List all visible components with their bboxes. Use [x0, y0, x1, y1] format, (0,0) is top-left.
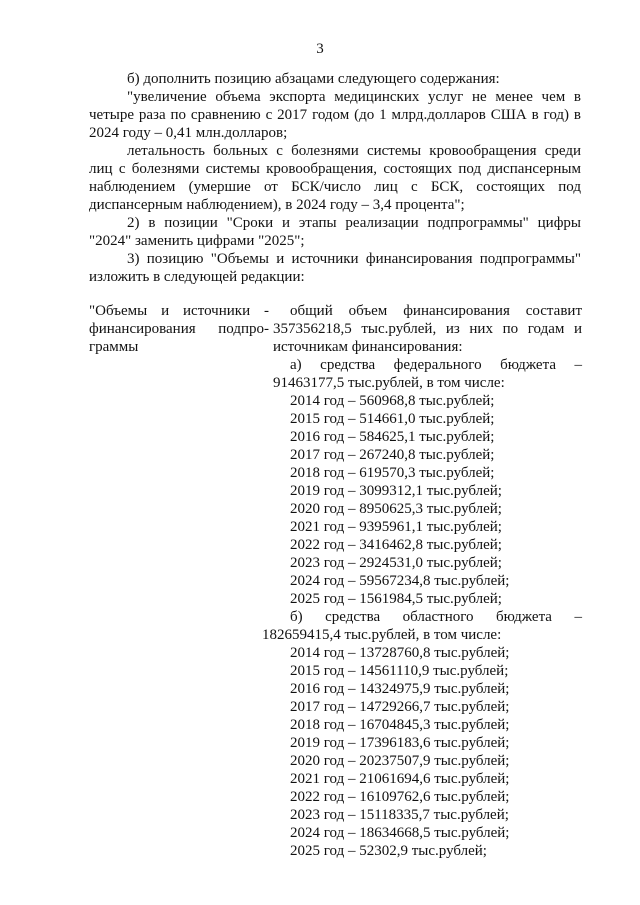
amendment-item-3: 3) позицию "Объемы и источники финансирования подпрограммы" изложить в следующей редакции:	[89, 251, 581, 285]
financing-total: общий объем финансирования составит 357356218,5 тыс.рублей, из них по годам и источникам финансирования:	[273, 303, 582, 355]
regional-heading-letter: б)	[290, 609, 303, 625]
federal-year-item: 2016 год – 584625,1 тыс.рублей;	[290, 429, 495, 445]
federal-heading	[273, 356, 582, 374]
regional-heading-word: средства	[325, 609, 381, 625]
regional-year-list	[273, 644, 582, 860]
federal-year-item: 2024 год – 59567234,8 тыс.рублей;	[290, 573, 510, 589]
position-label: "Объемы и источники - финансирования подпро- граммы	[89, 303, 269, 355]
federal-year-item: 2014 год – 560968,8 тыс.рублей;	[290, 393, 495, 409]
amendment-item-2: 2) в позиции "Сроки и этапы реализации подпрограммы" цифры "2024" заменить цифрами "2025";	[89, 215, 581, 249]
regional-heading	[273, 608, 582, 626]
quote-mortality-indicator: летальность больных с болезнями системы кровообращения среди лиц с болезнями системы кровообращения, состоящих под диспансерным наблюдением (умершие от БСК/число лиц с БСК, состоящих под диспансерным наблюдением), в 2024 году – 3,4 процента";	[89, 143, 581, 213]
federal-heading-letter: а)	[290, 357, 302, 373]
federal-heading-word: бюджета	[500, 357, 556, 373]
financing-content	[262, 302, 582, 860]
federal-heading-word: средства	[320, 357, 376, 373]
regional-year-item: 2015 год – 14561110,9 тыс.рублей;	[290, 663, 509, 679]
amendment-item-b: б) дополнить позицию абзацами следующего содержания:	[127, 71, 500, 87]
regional-year-item: 2022 год – 16109762,6 тыс.рублей;	[290, 789, 510, 805]
regional-year-item: 2018 год – 16704845,3 тыс.рублей;	[290, 717, 510, 733]
federal-year-item: 2018 год – 619570,3 тыс.рублей;	[290, 465, 495, 481]
regional-year-item: 2023 год – 15118335,7 тыс.рублей;	[290, 807, 509, 823]
federal-year-item: 2015 год – 514661,0 тыс.рублей;	[290, 411, 495, 427]
regional-year-item: 2016 год – 14324975,9 тыс.рублей;	[290, 681, 510, 697]
regional-year-item: 2020 год – 20237507,9 тыс.рублей;	[290, 753, 510, 769]
federal-year-item: 2021 год – 9395961,1 тыс.рублей;	[290, 519, 502, 535]
page-number: 3	[316, 41, 324, 57]
federal-heading-word: –	[574, 357, 582, 373]
federal-year-item: 2023 год – 2924531,0 тыс.рублей;	[290, 555, 502, 571]
regional-year-item: 2021 год – 21061694,6 тыс.рублей;	[290, 771, 510, 787]
regional-year-item: 2025 год – 52302,9 тыс.рублей;	[290, 843, 487, 859]
federal-total: 91463177,5 тыс.рублей, в том числе:	[273, 375, 505, 391]
federal-year-item: 2017 год – 267240,8 тыс.рублей;	[290, 447, 495, 463]
federal-year-item: 2020 год – 8950625,3 тыс.рублей;	[290, 501, 502, 517]
federal-heading-word: федерального	[393, 357, 482, 373]
regional-total: 182659415,4 тыс.рублей, в том числе:	[262, 627, 502, 643]
regional-heading-word: бюджета	[496, 609, 552, 625]
regional-year-item: 2019 год – 17396183,6 тыс.рублей;	[290, 735, 510, 751]
federal-year-list	[273, 392, 582, 608]
quote-export-indicator: "увеличение объема экспорта медицинских услуг не менее чем в четыре раза по сравнению с 2017 годом (до 1 млрд.долларов США в год) в 2024 году – 0,41 млн.долларов;	[89, 89, 581, 141]
regional-year-item: 2014 год – 13728760,8 тыс.рублей;	[290, 645, 510, 661]
federal-year-item: 2022 год – 3416462,8 тыс.рублей;	[290, 537, 502, 553]
federal-year-item: 2019 год – 3099312,1 тыс.рублей;	[290, 483, 502, 499]
federal-year-item: 2025 год – 1561984,5 тыс.рублей;	[290, 591, 502, 607]
regional-year-item: 2017 год – 14729266,7 тыс.рублей;	[290, 699, 510, 715]
regional-year-item: 2024 год – 18634668,5 тыс.рублей;	[290, 825, 510, 841]
regional-heading-word: областного	[402, 609, 474, 625]
regional-heading-word: –	[574, 609, 582, 625]
